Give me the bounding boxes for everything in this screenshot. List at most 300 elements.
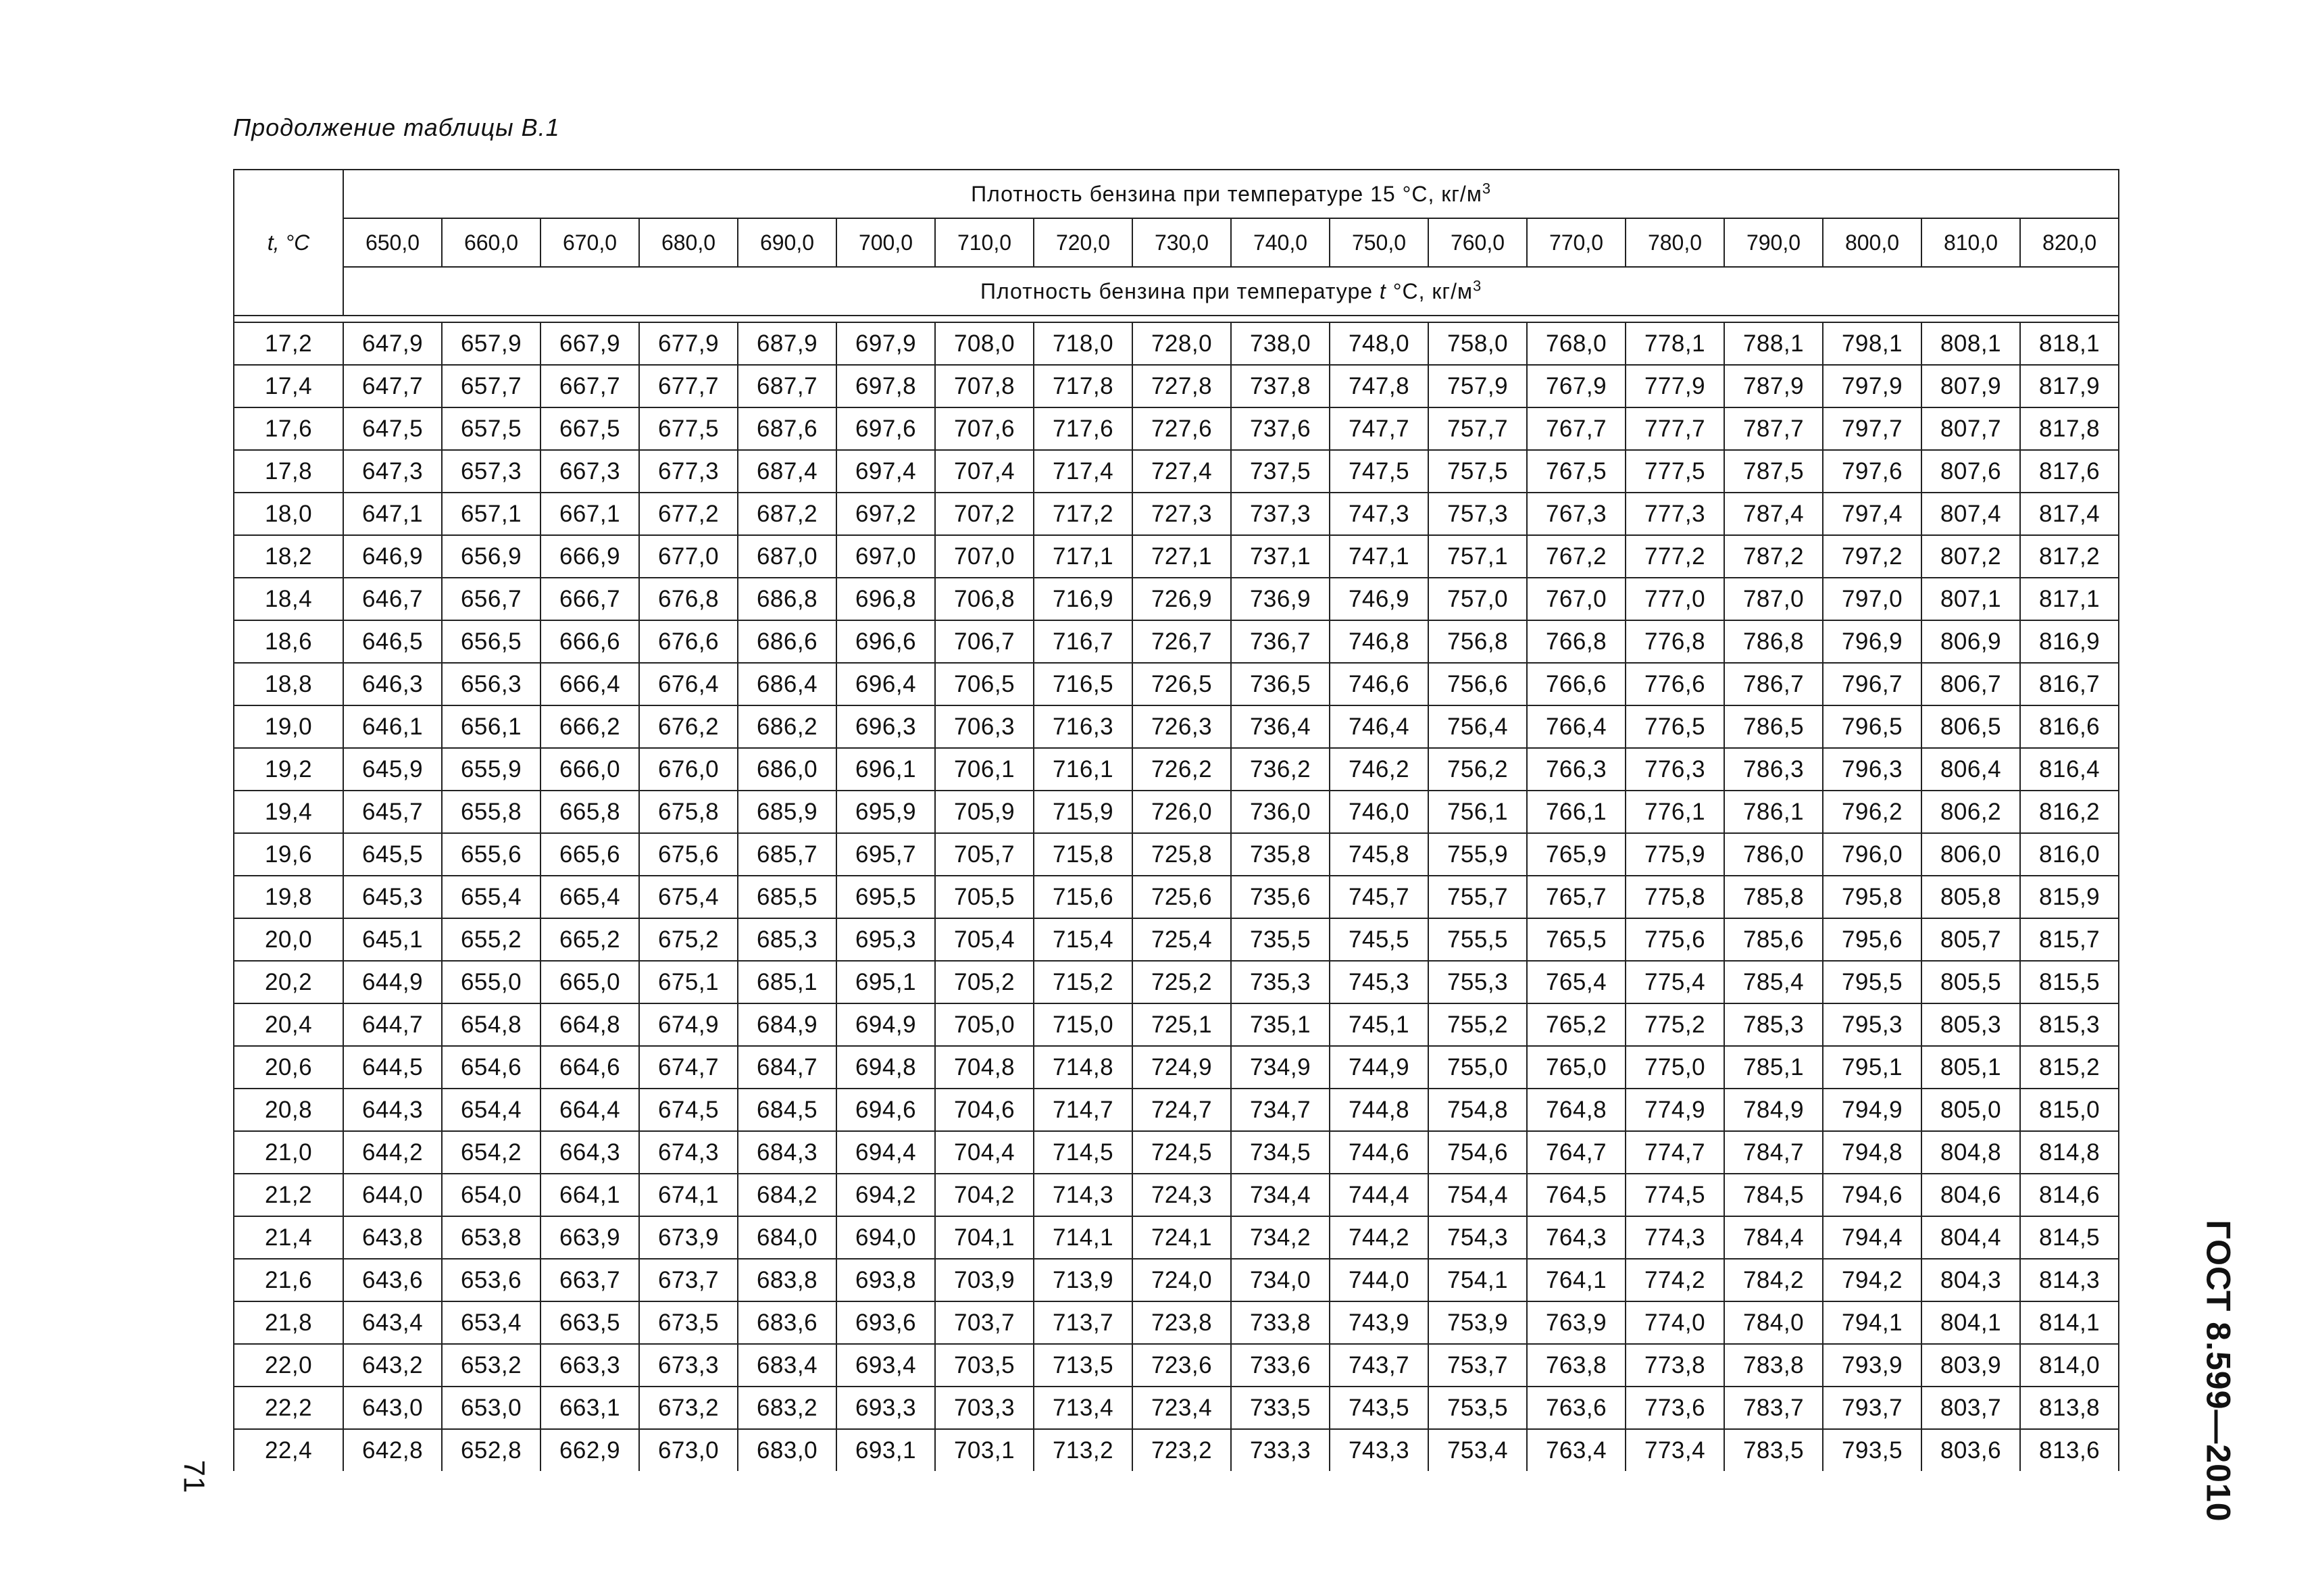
density-cell: 676,4 [639, 663, 738, 705]
density-cell: 815,0 [2020, 1089, 2119, 1131]
density-cell: 733,5 [1231, 1387, 1330, 1429]
temperature-cell: 18,4 [234, 578, 343, 620]
density-cell: 697,2 [836, 493, 935, 535]
temperature-cell: 22,4 [234, 1429, 343, 1471]
density-cell: 686,2 [738, 705, 836, 748]
density-cell: 706,7 [935, 620, 1034, 663]
density-cell: 785,6 [1724, 918, 1823, 961]
density-cell: 814,5 [2020, 1216, 2119, 1259]
density-cell: 767,0 [1527, 578, 1626, 620]
density-cell: 746,2 [1330, 748, 1428, 791]
density-cell: 644,2 [343, 1131, 442, 1174]
density-cell: 676,8 [639, 578, 738, 620]
temperature-cell: 21,4 [234, 1216, 343, 1259]
table-row [234, 450, 2119, 493]
density-cell: 738,0 [1231, 322, 1330, 365]
density-cell: 814,6 [2020, 1174, 2119, 1216]
density-cell: 685,1 [738, 961, 836, 1003]
density-cell: 805,0 [1921, 1089, 2020, 1131]
density-cell: 747,7 [1330, 407, 1428, 450]
density-cell: 647,1 [343, 493, 442, 535]
density-cell: 653,4 [442, 1301, 540, 1344]
density-cell: 786,7 [1724, 663, 1823, 705]
density-cell: 724,1 [1132, 1216, 1231, 1259]
density-cell: 785,1 [1724, 1046, 1823, 1089]
density-cell: 784,5 [1724, 1174, 1823, 1216]
table-row [234, 1301, 2119, 1344]
density-cell: 804,3 [1921, 1259, 2020, 1301]
density-cell: 786,8 [1724, 620, 1823, 663]
density-cell: 708,0 [935, 322, 1034, 365]
column-header: 760,0 [1428, 218, 1527, 267]
density-cell: 786,0 [1724, 833, 1823, 876]
density-cell: 743,3 [1330, 1429, 1428, 1471]
density-cell: 734,4 [1231, 1174, 1330, 1216]
density-cell: 703,5 [935, 1344, 1034, 1387]
density-cell: 755,7 [1428, 876, 1527, 918]
column-header: 810,0 [1921, 218, 2020, 267]
density-cell: 653,8 [442, 1216, 540, 1259]
density-cell: 715,4 [1034, 918, 1132, 961]
density-cell: 814,8 [2020, 1131, 2119, 1174]
density-cell: 753,7 [1428, 1344, 1527, 1387]
density-cell: 743,5 [1330, 1387, 1428, 1429]
temperature-cell: 21,0 [234, 1131, 343, 1174]
density-cell: 697,6 [836, 407, 935, 450]
density-cell: 685,7 [738, 833, 836, 876]
density-cell: 715,8 [1034, 833, 1132, 876]
density-cell: 725,2 [1132, 961, 1231, 1003]
density-cell: 795,6 [1823, 918, 1921, 961]
column-header: 770,0 [1527, 218, 1626, 267]
density-cell: 703,9 [935, 1259, 1034, 1301]
density-cell: 644,5 [343, 1046, 442, 1089]
density-cell: 733,8 [1231, 1301, 1330, 1344]
density-cell: 694,9 [836, 1003, 935, 1046]
density-cell: 715,6 [1034, 876, 1132, 918]
temperature-cell: 17,8 [234, 450, 343, 493]
density-cell: 757,1 [1428, 535, 1527, 578]
density-cell: 737,6 [1231, 407, 1330, 450]
density-cell: 666,0 [540, 748, 639, 791]
density-cell: 787,9 [1724, 365, 1823, 407]
density-cell: 797,2 [1823, 535, 1921, 578]
density-cell: 797,0 [1823, 578, 1921, 620]
density-cell: 733,3 [1231, 1429, 1330, 1471]
temperature-cell: 21,6 [234, 1259, 343, 1301]
density-cell: 796,5 [1823, 705, 1921, 748]
column-header: 790,0 [1724, 218, 1823, 267]
density-cell: 726,7 [1132, 620, 1231, 663]
density-cell: 765,2 [1527, 1003, 1626, 1046]
top-header-sup: 3 [1482, 179, 1492, 197]
density-cell: 776,3 [1626, 748, 1724, 791]
density-cell: 653,0 [442, 1387, 540, 1429]
density-cell: 687,0 [738, 535, 836, 578]
density-cell: 675,8 [639, 791, 738, 833]
density-cell: 704,8 [935, 1046, 1034, 1089]
density-cell: 737,3 [1231, 493, 1330, 535]
density-cell: 657,3 [442, 450, 540, 493]
density-cell: 783,7 [1724, 1387, 1823, 1429]
density-cell: 655,8 [442, 791, 540, 833]
density-cell: 655,2 [442, 918, 540, 961]
density-cell: 714,1 [1034, 1216, 1132, 1259]
density-cell: 675,2 [639, 918, 738, 961]
density-cell: 663,5 [540, 1301, 639, 1344]
density-cell: 777,7 [1626, 407, 1724, 450]
table-row [234, 1003, 2119, 1046]
density-cell: 765,4 [1527, 961, 1626, 1003]
density-cell: 674,5 [639, 1089, 738, 1131]
temperature-cell: 20,4 [234, 1003, 343, 1046]
density-cell: 773,8 [1626, 1344, 1724, 1387]
table-body [234, 322, 2119, 1471]
density-cell: 815,3 [2020, 1003, 2119, 1046]
density-cell: 818,1 [2020, 322, 2119, 365]
density-cell: 693,6 [836, 1301, 935, 1344]
density-cell: 654,4 [442, 1089, 540, 1131]
density-cell: 744,0 [1330, 1259, 1428, 1301]
density-cell: 763,9 [1527, 1301, 1626, 1344]
column-header: 680,0 [639, 218, 738, 267]
density-cell: 806,7 [1921, 663, 2020, 705]
density-cell: 695,1 [836, 961, 935, 1003]
density-cell: 725,4 [1132, 918, 1231, 961]
density-cell: 777,5 [1626, 450, 1724, 493]
table-row [234, 961, 2119, 1003]
density-cell: 796,9 [1823, 620, 1921, 663]
density-cell: 657,9 [442, 322, 540, 365]
density-cell: 686,0 [738, 748, 836, 791]
density-cell: 694,0 [836, 1216, 935, 1259]
density-cell: 693,4 [836, 1344, 935, 1387]
density-cell: 697,0 [836, 535, 935, 578]
density-cell: 665,0 [540, 961, 639, 1003]
density-cell: 714,7 [1034, 1089, 1132, 1131]
density-cell: 655,4 [442, 876, 540, 918]
density-cell: 705,5 [935, 876, 1034, 918]
density-cell: 735,6 [1231, 876, 1330, 918]
density-cell: 814,3 [2020, 1259, 2119, 1301]
density-cell: 795,8 [1823, 876, 1921, 918]
density-cell: 737,1 [1231, 535, 1330, 578]
density-cell: 663,9 [540, 1216, 639, 1259]
density-cell: 796,2 [1823, 791, 1921, 833]
density-cell: 787,2 [1724, 535, 1823, 578]
density-cell: 767,9 [1527, 365, 1626, 407]
temperature-cell: 21,2 [234, 1174, 343, 1216]
density-cell: 673,0 [639, 1429, 738, 1471]
density-cell: 657,7 [442, 365, 540, 407]
density-cell: 687,6 [738, 407, 836, 450]
density-cell: 647,7 [343, 365, 442, 407]
density-cell: 728,0 [1132, 322, 1231, 365]
density-cell: 674,3 [639, 1131, 738, 1174]
density-cell: 806,2 [1921, 791, 2020, 833]
density-cell: 707,8 [935, 365, 1034, 407]
table-row [234, 1174, 2119, 1216]
density-cell: 776,6 [1626, 663, 1724, 705]
density-cell: 643,4 [343, 1301, 442, 1344]
density-cell: 737,8 [1231, 365, 1330, 407]
density-cell: 814,0 [2020, 1344, 2119, 1387]
density-cell: 815,9 [2020, 876, 2119, 918]
temperature-cell: 17,4 [234, 365, 343, 407]
density-cell: 705,2 [935, 961, 1034, 1003]
density-cell: 735,1 [1231, 1003, 1330, 1046]
density-cell: 677,5 [639, 407, 738, 450]
column-header: 740,0 [1231, 218, 1330, 267]
density-cell: 745,5 [1330, 918, 1428, 961]
density-cell: 755,0 [1428, 1046, 1527, 1089]
column-header: 670,0 [540, 218, 639, 267]
density-cell: 805,8 [1921, 876, 2020, 918]
density-cell: 775,9 [1626, 833, 1724, 876]
density-cell: 768,0 [1527, 322, 1626, 365]
density-cell: 643,0 [343, 1387, 442, 1429]
density-cell: 743,7 [1330, 1344, 1428, 1387]
density-cell: 774,7 [1626, 1131, 1724, 1174]
density-cell: 703,3 [935, 1387, 1034, 1429]
density-cell: 643,8 [343, 1216, 442, 1259]
density-cell: 746,0 [1330, 791, 1428, 833]
density-cell: 664,1 [540, 1174, 639, 1216]
density-cell: 735,8 [1231, 833, 1330, 876]
temperature-cell: 19,4 [234, 791, 343, 833]
density-cell: 654,8 [442, 1003, 540, 1046]
density-cell: 797,4 [1823, 493, 1921, 535]
density-cell: 787,4 [1724, 493, 1823, 535]
density-cell: 677,9 [639, 322, 738, 365]
density-cell: 675,4 [639, 876, 738, 918]
table-caption: Продолжение таблицы В.1 [233, 114, 560, 141]
density-cell: 666,9 [540, 535, 639, 578]
density-cell: 775,6 [1626, 918, 1724, 961]
temperature-cell: 18,6 [234, 620, 343, 663]
density-cell: 727,3 [1132, 493, 1231, 535]
density-cell: 703,1 [935, 1429, 1034, 1471]
density-cell: 784,0 [1724, 1301, 1823, 1344]
density-cell: 765,7 [1527, 876, 1626, 918]
density-cell: 723,4 [1132, 1387, 1231, 1429]
column-header: 800,0 [1823, 218, 1921, 267]
density-cell: 705,7 [935, 833, 1034, 876]
density-cell: 754,8 [1428, 1089, 1527, 1131]
density-cell: 713,5 [1034, 1344, 1132, 1387]
density-cell: 774,2 [1626, 1259, 1724, 1301]
density-cell: 765,5 [1527, 918, 1626, 961]
density-cell: 727,6 [1132, 407, 1231, 450]
density-cell: 776,8 [1626, 620, 1724, 663]
density-cell: 663,1 [540, 1387, 639, 1429]
sub-header-sup: 3 [1472, 276, 1482, 294]
density-cell: 717,2 [1034, 493, 1132, 535]
density-cell: 805,1 [1921, 1046, 2020, 1089]
density-cell: 766,3 [1527, 748, 1626, 791]
density-cell: 803,9 [1921, 1344, 2020, 1387]
density-cell: 816,7 [2020, 663, 2119, 705]
density-cell: 797,6 [1823, 450, 1921, 493]
density-cell: 667,5 [540, 407, 639, 450]
sub-header-pre: Плотность бензина при температуре [980, 278, 1380, 303]
table-row [234, 1131, 2119, 1174]
temperature-cell: 22,2 [234, 1387, 343, 1429]
density-cell: 736,0 [1231, 791, 1330, 833]
density-cell: 786,1 [1724, 791, 1823, 833]
density-cell: 664,4 [540, 1089, 639, 1131]
density-cell: 783,5 [1724, 1429, 1823, 1471]
density-cell: 746,4 [1330, 705, 1428, 748]
density-cell: 664,8 [540, 1003, 639, 1046]
density-cell: 776,1 [1626, 791, 1724, 833]
density-cell: 766,4 [1527, 705, 1626, 748]
density-cell: 724,5 [1132, 1131, 1231, 1174]
density-cell: 726,3 [1132, 705, 1231, 748]
density-cell: 796,7 [1823, 663, 1921, 705]
density-cell: 646,5 [343, 620, 442, 663]
density-cell: 763,4 [1527, 1429, 1626, 1471]
density-cell: 705,9 [935, 791, 1034, 833]
density-cell: 716,1 [1034, 748, 1132, 791]
density-cell: 775,2 [1626, 1003, 1724, 1046]
temperature-cell: 21,8 [234, 1301, 343, 1344]
density-cell: 787,5 [1724, 450, 1823, 493]
density-cell: 697,8 [836, 365, 935, 407]
density-cell: 646,3 [343, 663, 442, 705]
density-cell: 715,0 [1034, 1003, 1132, 1046]
density-cell: 807,9 [1921, 365, 2020, 407]
density-cell: 757,7 [1428, 407, 1527, 450]
density-cell: 696,3 [836, 705, 935, 748]
density-cell: 717,1 [1034, 535, 1132, 578]
density-cell: 787,0 [1724, 578, 1823, 620]
density-cell: 793,7 [1823, 1387, 1921, 1429]
density-cell: 684,7 [738, 1046, 836, 1089]
density-cell: 684,9 [738, 1003, 836, 1046]
density-cell: 694,4 [836, 1131, 935, 1174]
density-cell: 717,8 [1034, 365, 1132, 407]
table-row [234, 535, 2119, 578]
density-cell: 764,7 [1527, 1131, 1626, 1174]
density-cell: 713,2 [1034, 1429, 1132, 1471]
density-cell: 684,3 [738, 1131, 836, 1174]
table-row [234, 322, 2119, 365]
density-cell: 707,2 [935, 493, 1034, 535]
density-cell: 645,7 [343, 791, 442, 833]
density-cell: 714,3 [1034, 1174, 1132, 1216]
density-cell: 804,6 [1921, 1174, 2020, 1216]
density-cell: 794,8 [1823, 1131, 1921, 1174]
density-cell: 796,0 [1823, 833, 1921, 876]
temperature-cell: 17,2 [234, 322, 343, 365]
density-cell: 793,9 [1823, 1344, 1921, 1387]
density-cell: 774,0 [1626, 1301, 1724, 1344]
sub-header-post: °С, кг/м [1386, 278, 1473, 303]
density-cell: 736,7 [1231, 620, 1330, 663]
density-cell: 727,8 [1132, 365, 1231, 407]
density-cell: 816,2 [2020, 791, 2119, 833]
density-cell: 816,6 [2020, 705, 2119, 748]
density-cell: 717,6 [1034, 407, 1132, 450]
density-cell: 667,3 [540, 450, 639, 493]
density-cell: 755,2 [1428, 1003, 1527, 1046]
density-cell: 793,5 [1823, 1429, 1921, 1471]
density-cell: 783,8 [1724, 1344, 1823, 1387]
density-cell: 757,5 [1428, 450, 1527, 493]
density-cell: 695,3 [836, 918, 935, 961]
density-cell: 656,9 [442, 535, 540, 578]
density-cell: 655,0 [442, 961, 540, 1003]
density-cell: 686,8 [738, 578, 836, 620]
temperature-cell: 19,6 [234, 833, 343, 876]
density-cell: 657,1 [442, 493, 540, 535]
density-cell: 755,9 [1428, 833, 1527, 876]
density-cell: 753,5 [1428, 1387, 1527, 1429]
density-cell: 815,7 [2020, 918, 2119, 961]
density-cell: 747,5 [1330, 450, 1428, 493]
column-header: 660,0 [442, 218, 540, 267]
density-cell: 703,7 [935, 1301, 1034, 1344]
temperature-cell: 20,2 [234, 961, 343, 1003]
density-cell: 664,6 [540, 1046, 639, 1089]
density-cell: 743,9 [1330, 1301, 1428, 1344]
density-cell: 736,2 [1231, 748, 1330, 791]
column-header: 710,0 [935, 218, 1034, 267]
density-cell: 754,4 [1428, 1174, 1527, 1216]
density-cell: 662,9 [540, 1429, 639, 1471]
density-cell: 644,9 [343, 961, 442, 1003]
density-cell: 644,7 [343, 1003, 442, 1046]
t-header-label: t, °C [267, 230, 310, 255]
density-cell: 715,2 [1034, 961, 1132, 1003]
density-cell: 757,3 [1428, 493, 1527, 535]
density-cell: 665,2 [540, 918, 639, 961]
density-cell: 686,4 [738, 663, 836, 705]
density-cell: 765,9 [1527, 833, 1626, 876]
density-cell: 736,5 [1231, 663, 1330, 705]
density-cell: 735,3 [1231, 961, 1330, 1003]
density-cell: 805,3 [1921, 1003, 2020, 1046]
density-cell: 685,3 [738, 918, 836, 961]
density-cell: 756,1 [1428, 791, 1527, 833]
density-cell: 647,5 [343, 407, 442, 450]
density-cell: 805,7 [1921, 918, 2020, 961]
density-cell: 664,3 [540, 1131, 639, 1174]
density-cell: 716,5 [1034, 663, 1132, 705]
density-cell: 803,7 [1921, 1387, 2020, 1429]
density-cell: 794,2 [1823, 1259, 1921, 1301]
density-cell: 713,4 [1034, 1387, 1132, 1429]
density-cell: 745,3 [1330, 961, 1428, 1003]
density-cell: 726,9 [1132, 578, 1231, 620]
density-cell: 674,9 [639, 1003, 738, 1046]
density-cell: 815,5 [2020, 961, 2119, 1003]
density-cell: 656,7 [442, 578, 540, 620]
density-cell: 706,8 [935, 578, 1034, 620]
density-cell: 695,5 [836, 876, 935, 918]
density-cell: 647,3 [343, 450, 442, 493]
density-cell: 657,5 [442, 407, 540, 450]
density-cell: 744,8 [1330, 1089, 1428, 1131]
density-cell: 744,6 [1330, 1131, 1428, 1174]
density-cell: 817,9 [2020, 365, 2119, 407]
density-cell: 652,8 [442, 1429, 540, 1471]
density-cell: 726,0 [1132, 791, 1231, 833]
density-cell: 737,5 [1231, 450, 1330, 493]
density-cell: 704,2 [935, 1174, 1034, 1216]
density-cell: 706,1 [935, 748, 1034, 791]
